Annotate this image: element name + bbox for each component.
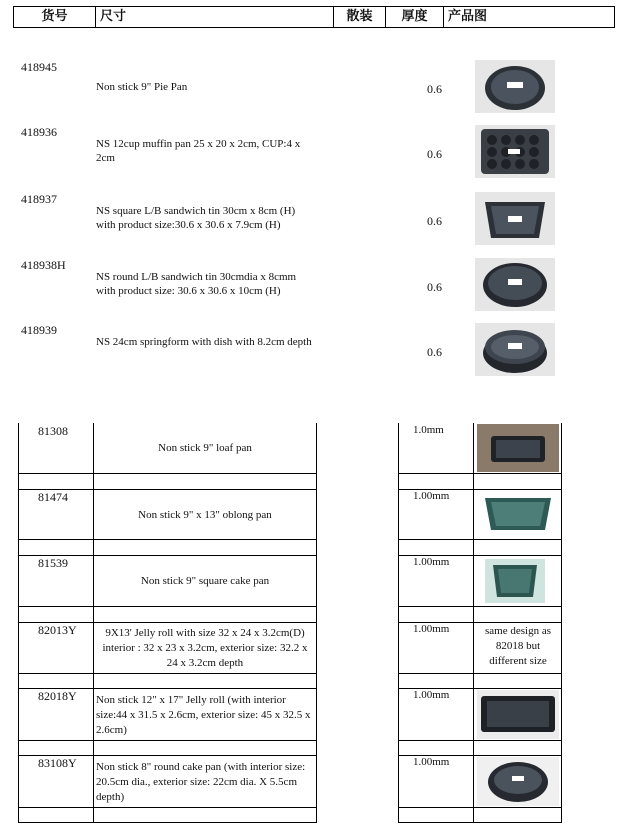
list-item [0,125,628,185]
item-code: 81474 [38,490,68,504]
muffin-pan-icon [475,125,555,178]
lower-table [18,423,562,823]
pie-pan-icon [475,60,555,113]
header-pack: 散装 [334,7,386,27]
item-desc: NS 24cm springform with dish with 8.2cm depth [96,336,312,348]
round-tin-icon [475,258,555,311]
item-desc: NS square L/B sandwich tin 30cm x 8cm (H) with product size:30.6 x 30.6 x 7.9cm (H) [96,205,296,231]
list-item [0,60,628,120]
square-cake-pan-icon [477,557,559,605]
item-desc: Non stick 8" round cake pan (with interior size: 20.5cm dia., exterior size: 22cm dia. X 5.5cm depth) [96,761,306,803]
list-item [0,192,628,252]
item-thickness: 1.00mm [413,689,450,701]
item-thickness: 0.6 [427,214,442,228]
item-code: 418945 [21,60,57,74]
item-thickness: 1.00mm [413,556,450,568]
header-image: 产品图 [448,9,488,24]
round-cake-pan-icon [477,757,559,806]
item-thickness: 0.6 [427,147,442,161]
item-desc: NS round L/B sandwich tin 30cmdia x 8cmm with product size: 30.6 x 30.6 x 10cm (H) [96,271,297,297]
springform-icon [475,323,555,376]
header-thickness: 厚度 [386,7,444,27]
item-thickness: 1.00mm [413,756,450,768]
item-code: 81308 [38,424,68,438]
item-code: 418939 [21,323,57,337]
item-code: 83108Y [38,756,77,770]
item-desc: Non stick 9" x 13" oblong pan [138,509,272,521]
jelly-roll-pan-icon [477,690,559,739]
oblong-pan-icon [477,490,559,538]
item-code: 81539 [38,556,68,570]
list-item [0,258,628,318]
item-desc: Non stick 9" square cake pan [140,575,270,587]
item-desc: Non stick 9" loaf pan [158,442,252,454]
list-item [0,323,628,383]
header-size: 尺寸 [96,7,334,27]
table-header [13,6,615,28]
item-code: 82018Y [38,689,77,703]
item-thickness: 1.00mm [413,490,450,502]
item-desc: 9X13' Jelly roll with size 32 x 24 x 3.2cm(D) interior : 32 x 23 x 3.2cm, exterior size: 32.2 x 24 x 3.2cm depth [102,627,308,669]
item-code: 418937 [21,192,57,206]
item-thickness: 0.6 [427,82,442,96]
item-thickness: 1.0mm [413,424,444,436]
item-code: 82013Y [38,623,77,637]
loaf-pan-icon [477,424,559,472]
item-code: 418936 [21,125,57,139]
item-desc: Non stick 12" x 17" Jelly roll (with interior size:44 x 31.5 x 2.6cm, exterior size: 45 x 32.5 x 2.6cm) [96,694,311,736]
item-note: same design as 82018 but different size [485,625,551,667]
item-thickness: 1.00mm [413,623,450,635]
header-code: 货号 [14,7,96,27]
item-desc: Non stick 9" Pie Pan [96,81,188,93]
square-tin-icon [475,192,555,245]
item-thickness: 0.6 [427,280,442,294]
item-thickness: 0.6 [427,345,442,359]
item-code: 418938H [21,258,66,272]
item-desc: NS 12cup muffin pan 25 x 20 x 2cm, CUP:4 x 2cm [96,138,301,164]
